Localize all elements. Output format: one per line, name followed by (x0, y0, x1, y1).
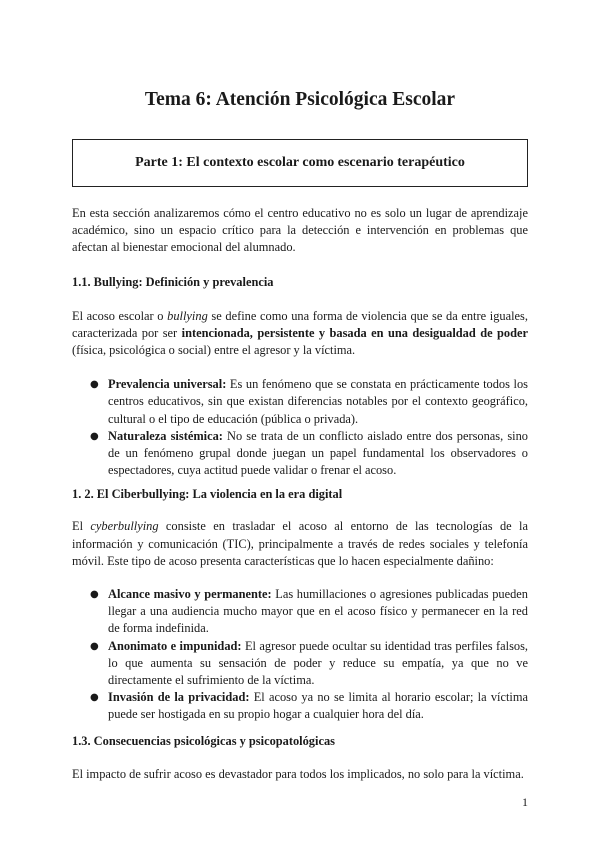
bullet-icon: ● (90, 692, 99, 704)
list-item: ● Naturaleza sistémica: No se trata de un conflicto aislado entre dos personas, sino de un fenómeno grupal donde juegan un papel fundamental los observadores o espectadores, cuya actitud puede validar o frenar el acoso. (90, 428, 529, 478)
consequences-paragraph: El impacto de sufrir acoso es devastador para todos los implicados, no solo para la víctima. (72, 766, 524, 781)
section-heading-bullying: 1.1. Bullying: Definición y prevalencia (72, 274, 274, 289)
bullet-icon: ● (90, 589, 99, 601)
cyberbullying-list (72, 586, 528, 724)
bullying-list (72, 376, 528, 479)
cyberbullying-paragraph: El cyberbullying consiste en trasladar el acoso al entorno de las tecnologías de la información y comunicación (TIC), principalmente a través de redes sociales y telefonía móvil. Este tipo de acoso presenta características que lo hacen especialmente dañino: (72, 519, 528, 568)
term-cyberbullying: cyberbullying (90, 519, 159, 534)
bullying-definition-paragraph: El acoso escolar o bullying se define como una forma de violencia que se da entre iguales, caracterizada por ser intencionada, persistente y basada en una desigualdad de poder (física, psicológica o social) entre el agresor y la víctima. (72, 308, 528, 358)
emphasis-text: intencionada, persistente y basada en una desigualdad de poder (181, 325, 528, 340)
page-number: 1 (522, 795, 528, 809)
part-title-box (72, 139, 528, 187)
term-bullying: bullying (167, 308, 208, 323)
list-item: ● Prevalencia universal: Es un fenómeno que se constata en prácticamente todos los centros educativos, sin que existan diferencias notables por el contexto geográfico, cultural o el tipo de educación (pública o privada). (90, 377, 528, 426)
list-item: ● Anonimato e impunidad: El agresor puede ocultar su identidad tras perfiles falsos, lo que aumenta su sensación de poder y reduce su empatía, ya que no ve directamente el sufrimiento de la víctima. (90, 638, 529, 688)
section-heading-consequences: 1.3. Consecuencias psicológicas y psicopatológicas (72, 733, 335, 748)
intro-paragraph: En esta sección analizaremos cómo el centro educativo no es solo un lugar de aprendizaje académico, sino un espacio crítico para la detección e intervención en problemas que afectan al bienestar emocional del alumnado. (72, 206, 528, 255)
part-title: Parte 1: El contexto escolar como escenario terapéutico (135, 155, 465, 170)
bullet-icon: ● (90, 430, 99, 442)
page-title: Tema 6: Atención Psicológica Escolar (144, 89, 456, 110)
bullet-icon: ● (90, 640, 99, 652)
bullet-icon: ● (90, 379, 99, 391)
section-heading-cyberbullying: 1. 2. El Ciberbullying: La violencia en la era digital (72, 487, 343, 502)
list-item: ● Invasión de la privacidad: El acoso ya no se limita al horario escolar; la víctima puede ser hostigada en su propio hogar a cualquier hora del día. (90, 690, 529, 722)
list-item: ● Alcance masivo y permanente: Las humillaciones o agresiones publicadas pueden llegar a una audiencia mucho mayor que en el acoso físico y permanecer en la red de forma indefinida. (90, 587, 529, 636)
